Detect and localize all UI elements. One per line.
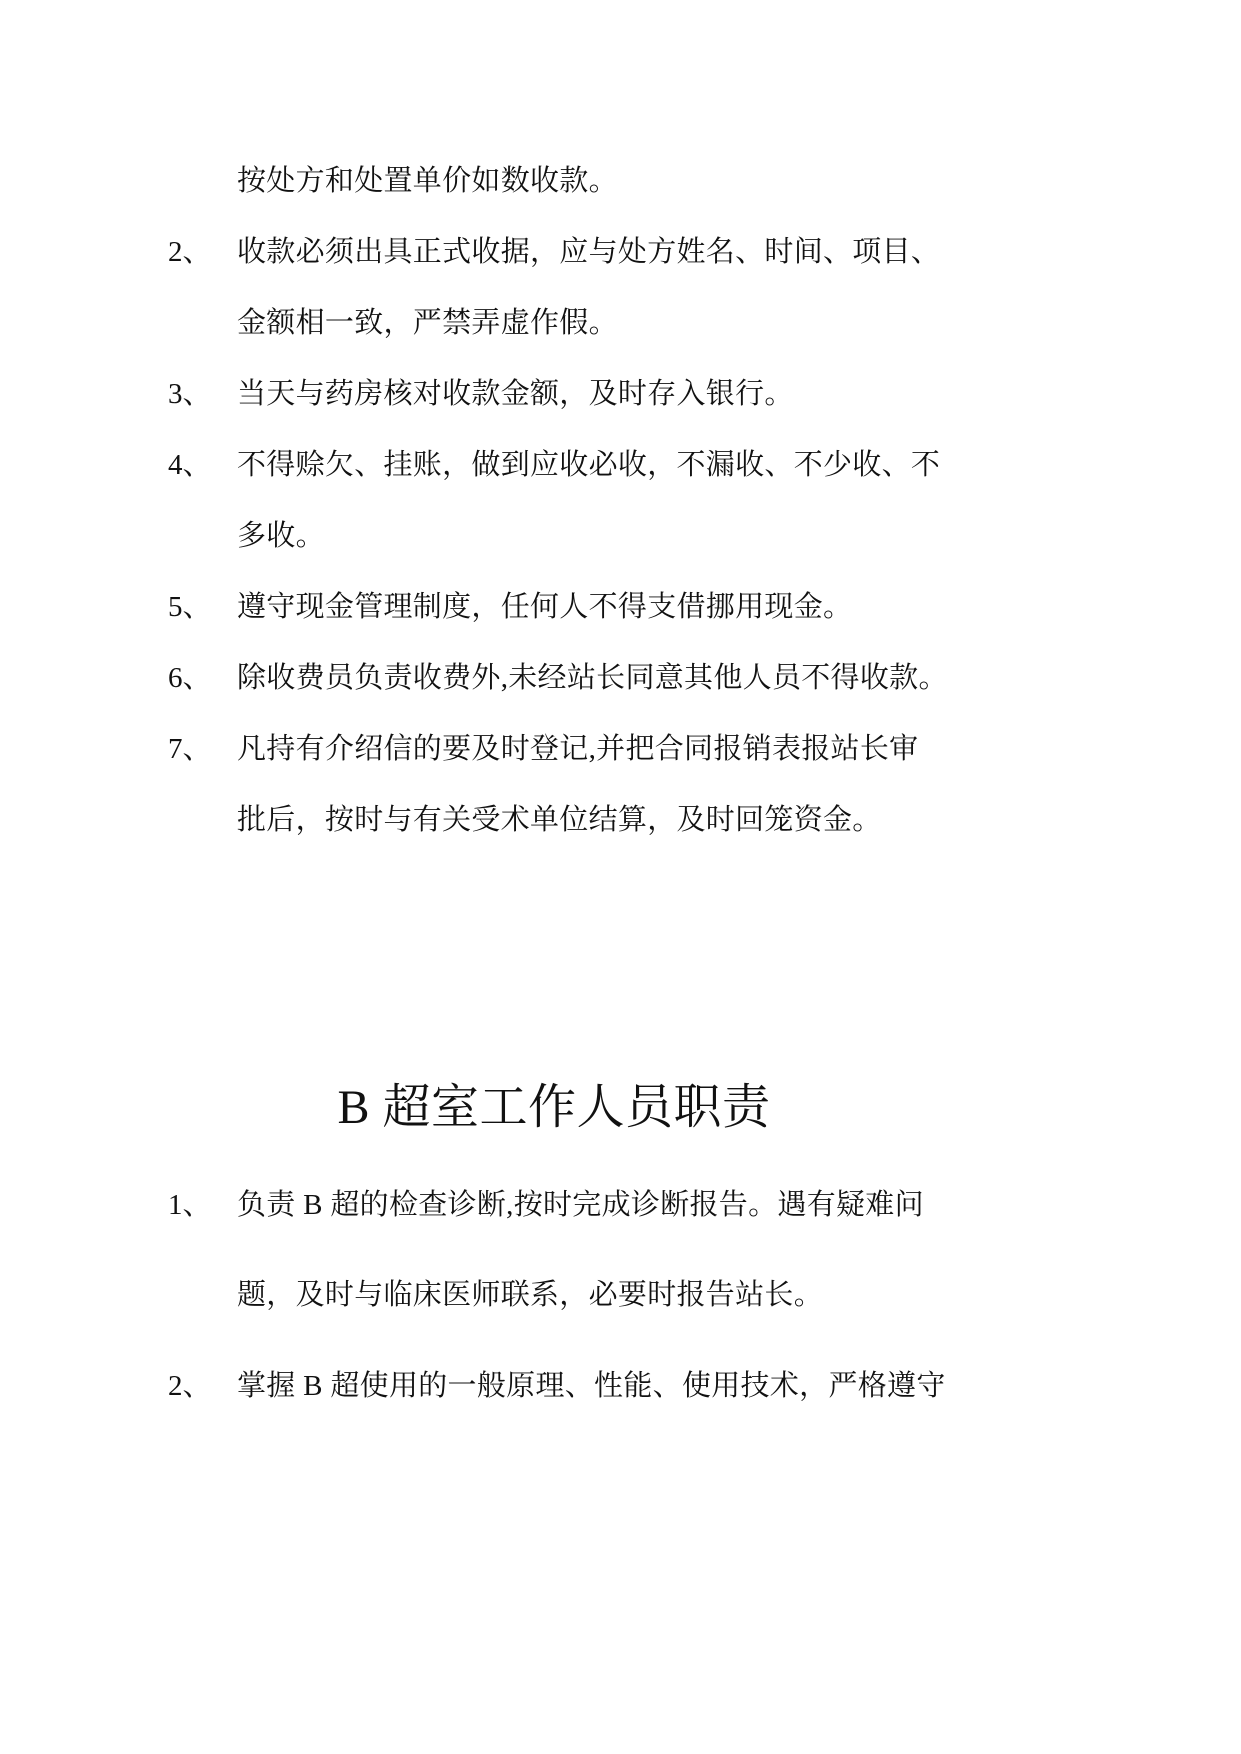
list-item-text: 当天与药房核对收款金额，及时存入银行。: [237, 378, 794, 410]
list-item-text: 凡持有介绍信的要及时登记,并把合同报销表报站长审: [237, 733, 919, 765]
list-item-3: [0, 374, 1241, 414]
list-item-1-continuation: [0, 161, 1241, 201]
list-item-4: [0, 445, 1241, 485]
ultrasound-item-2: [0, 1366, 1241, 1406]
list-item-text: 负责 B 超的检查诊断,按时完成诊断报告。遇有疑难问: [237, 1189, 924, 1221]
list-item-number: 2、: [168, 1370, 212, 1402]
section-title: B 超室工作人员职责: [337, 1081, 771, 1134]
list-item-text: 金额相一致，严禁弄虚作假。: [237, 307, 618, 339]
ultrasound-item-1-continuation: [0, 1275, 1241, 1315]
list-item-text: 不得赊欠、挂账，做到应收必收，不漏收、不少收、不: [237, 449, 941, 481]
ultrasound-item-1: [0, 1185, 1241, 1225]
list-item-2-continuation: [0, 303, 1241, 343]
list-item-5: [0, 587, 1241, 627]
list-item-6: [0, 658, 1241, 698]
list-item-text: 收款必须出具正式收据，应与处方姓名、时间、项目、: [237, 236, 941, 268]
list-item-number: 6、: [168, 662, 212, 694]
list-item-4-continuation: [0, 516, 1241, 556]
list-item-number: 1、: [168, 1189, 212, 1221]
list-item-number: 3、: [168, 378, 212, 410]
list-item-7-continuation: [0, 800, 1241, 840]
list-item-text: 多收。: [237, 520, 325, 552]
list-item-2: [0, 232, 1241, 272]
list-item-7: [0, 729, 1241, 769]
list-item-number: 2、: [168, 236, 212, 268]
list-item-text: 遵守现金管理制度，任何人不得支借挪用现金。: [237, 591, 853, 623]
list-item-text: 掌握 B 超使用的一般原理、性能、使用技术，严格遵守: [237, 1370, 946, 1402]
list-item-text: 按处方和处置单价如数收款。: [237, 165, 618, 197]
list-item-number: 5、: [168, 591, 212, 623]
list-item-text: 批后，按时与有关受术单位结算，及时回笼资金。: [237, 804, 882, 836]
list-item-text: 题，及时与临床医师联系，必要时报告站长。: [237, 1279, 824, 1311]
list-item-number: 7、: [168, 733, 212, 765]
list-item-number: 4、: [168, 449, 212, 481]
list-item-text: 除收费员负责收费外,未经站长同意其他人员不得收款。: [237, 662, 948, 694]
